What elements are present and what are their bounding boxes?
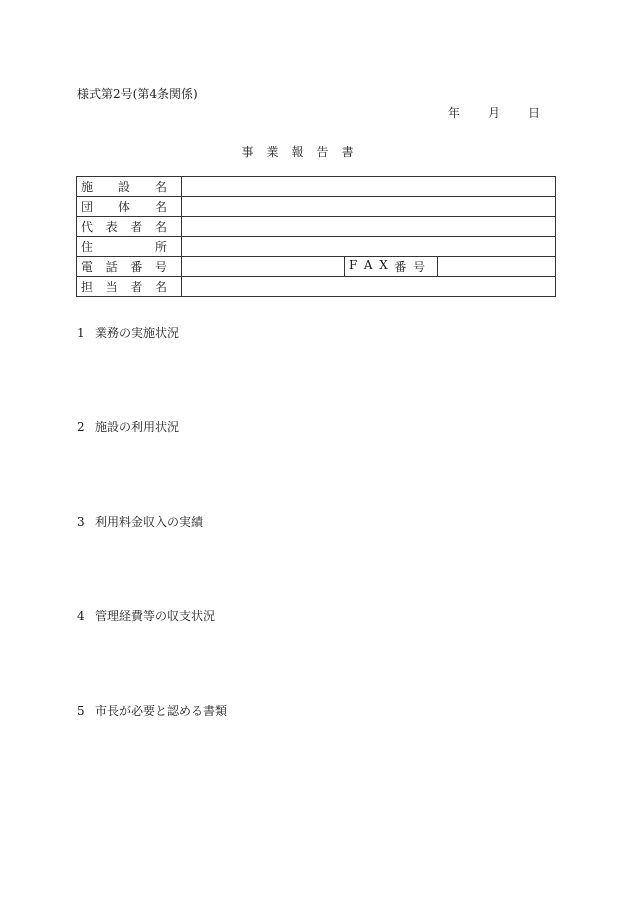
label-char: X bbox=[379, 258, 388, 272]
label-char: 者 bbox=[130, 220, 143, 234]
info-table bbox=[76, 176, 556, 297]
section-label: 業務の実施状況 bbox=[95, 326, 180, 340]
table-row-organization bbox=[77, 197, 556, 217]
organization-name-field[interactable] bbox=[182, 197, 556, 217]
section-heading bbox=[77, 607, 215, 624]
fax-number-field[interactable] bbox=[438, 257, 556, 277]
label-char: 番 bbox=[130, 260, 143, 274]
section-heading bbox=[77, 418, 179, 435]
label-char: 号 bbox=[412, 260, 425, 274]
section-heading bbox=[77, 324, 179, 341]
section-label: 施設の利用状況 bbox=[95, 420, 180, 434]
label-char: 当 bbox=[105, 280, 118, 294]
label-char: F bbox=[349, 258, 358, 272]
section-label: 利用料金収入の実績 bbox=[95, 515, 204, 529]
label-char: 番 bbox=[394, 260, 407, 274]
label-cell bbox=[77, 197, 182, 217]
month-unit: 月 bbox=[488, 106, 501, 120]
label-char: 体 bbox=[117, 200, 130, 214]
label-char: 代 bbox=[81, 220, 94, 234]
section-label: 管理経費等の収支状況 bbox=[95, 609, 216, 623]
label-char: 電 bbox=[81, 260, 94, 274]
label-cell bbox=[77, 257, 182, 277]
table-row-contact-person bbox=[77, 277, 556, 297]
date-line bbox=[448, 104, 540, 121]
table-row-address bbox=[77, 237, 556, 257]
section-number: 5 bbox=[77, 704, 85, 718]
contact-person-field[interactable] bbox=[182, 277, 556, 297]
section-number: 3 bbox=[77, 515, 85, 529]
label-char: 話 bbox=[105, 260, 118, 274]
table-row-facility bbox=[77, 177, 556, 197]
section-heading bbox=[77, 513, 203, 530]
label-char: 住 bbox=[81, 240, 94, 254]
label-char: 名 bbox=[154, 180, 167, 194]
fax-label-cell bbox=[345, 257, 438, 277]
section-number: 4 bbox=[77, 609, 85, 623]
document-title: 事業報告書 bbox=[241, 145, 367, 159]
label-char: A bbox=[363, 258, 373, 272]
year-unit: 年 bbox=[448, 106, 461, 120]
label-char: 担 bbox=[81, 280, 94, 294]
table-row-representative bbox=[77, 217, 556, 237]
label-char: 名 bbox=[154, 200, 167, 214]
label-char: 号 bbox=[154, 260, 167, 274]
facility-name-field[interactable] bbox=[182, 177, 556, 197]
label-char: 名 bbox=[154, 280, 167, 294]
label-char: 者 bbox=[130, 280, 143, 294]
label-cell bbox=[77, 277, 182, 297]
label-cell bbox=[77, 177, 182, 197]
day-unit: 日 bbox=[528, 106, 541, 120]
label-char: 施 bbox=[81, 180, 94, 194]
section-heading bbox=[77, 702, 227, 719]
label-char: 所 bbox=[154, 240, 167, 254]
label-char: 設 bbox=[117, 180, 130, 194]
phone-number-field[interactable] bbox=[182, 257, 345, 277]
table-row-phone bbox=[77, 257, 556, 277]
representative-name-field[interactable] bbox=[182, 217, 556, 237]
label-char: 表 bbox=[105, 220, 118, 234]
section-number: 1 bbox=[77, 326, 85, 340]
label-cell bbox=[77, 237, 182, 257]
section-label: 市長が必要と認める書類 bbox=[95, 704, 228, 718]
section-number: 2 bbox=[77, 420, 85, 434]
label-char: 団 bbox=[81, 200, 94, 214]
address-field[interactable] bbox=[182, 237, 556, 257]
form-number: 様式第2号(第4条関係) bbox=[77, 87, 198, 101]
label-cell bbox=[77, 217, 182, 237]
label-char: 名 bbox=[154, 220, 167, 234]
